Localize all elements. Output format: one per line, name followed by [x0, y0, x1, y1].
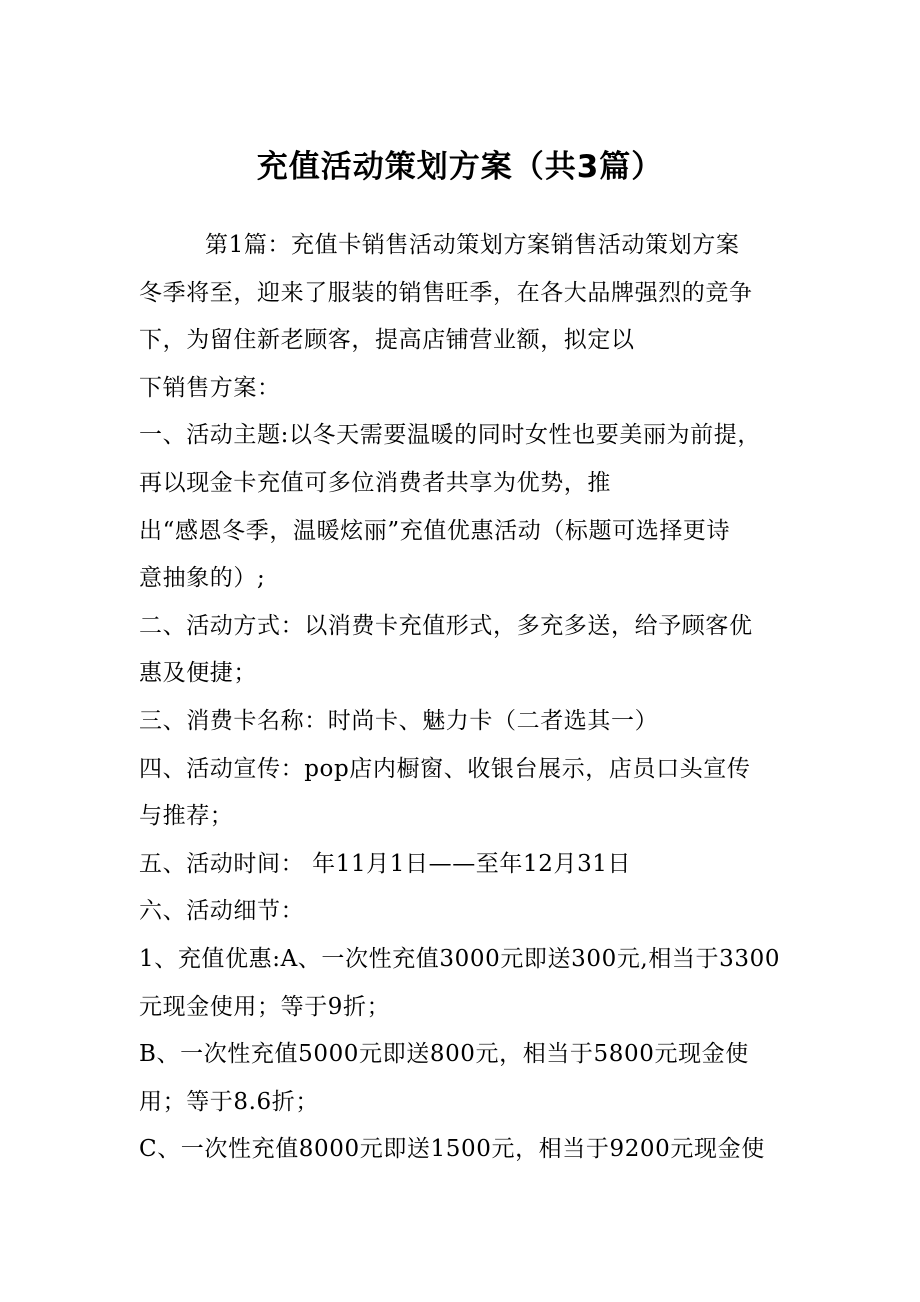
paragraph-line: C、一次性充值8000元即送1500元，相当于9200元现金使 — [139, 1136, 765, 1163]
paragraph-line: 再以现金卡充值可多位消费者共享为优势，推 — [139, 469, 611, 496]
document-body — [139, 222, 784, 1174]
paragraph-line: 1、充值优惠:A、一次性充值3000元即送300元,相当于3300 — [139, 945, 781, 972]
page-title: 充值活动策划方案（共3篇） — [256, 149, 664, 185]
paragraph-line: 五、活动时间： 年11月1日——至年12月31日 — [139, 850, 632, 877]
paragraph-line: 二、活动方式：以消费卡充值形式，多充多送，给予顾客优 — [139, 612, 753, 639]
paragraph-line: 六、活动细节： — [139, 898, 305, 925]
paragraph-line: 用；等于8.6折； — [139, 1088, 319, 1115]
paragraph-line: B、一次性充值5000元即送800元，相当于5800元现金使 — [139, 1041, 749, 1068]
paragraph-line: 元现金使用；等于9折； — [139, 993, 391, 1020]
paragraph-line: 四、活动宣传：pop店内橱窗、收银台展示，店员口头宣传 — [139, 755, 751, 782]
paragraph-line: 惠及便捷； — [139, 660, 257, 687]
paragraph-line: 出“感恩冬季，温暖炫丽”充值优惠活动（标题可选择更诗 — [139, 517, 731, 544]
paragraph-line: 意抽象的）; — [139, 565, 266, 592]
paragraph-line: 三、消费卡名称：时尚卡、魅力卡（二者选其一） — [139, 707, 659, 734]
paragraph-line: 下，为留住新老顾客，提高店铺营业额，拟定以 — [139, 327, 635, 354]
paragraph-line: 一、活动主题:以冬天需要温暖的同时女性也要美丽为前提， — [139, 422, 761, 449]
paragraph-line: 冬季将至，迎来了服装的销售旺季，在各大品牌强烈的竞争 — [139, 279, 753, 306]
paragraph-line: 第1篇：充值卡销售活动策划方案销售活动策划方案 — [205, 232, 740, 258]
paragraph-line: 与推荐； — [139, 803, 234, 830]
paragraph-line: 下销售方案： — [139, 374, 281, 401]
